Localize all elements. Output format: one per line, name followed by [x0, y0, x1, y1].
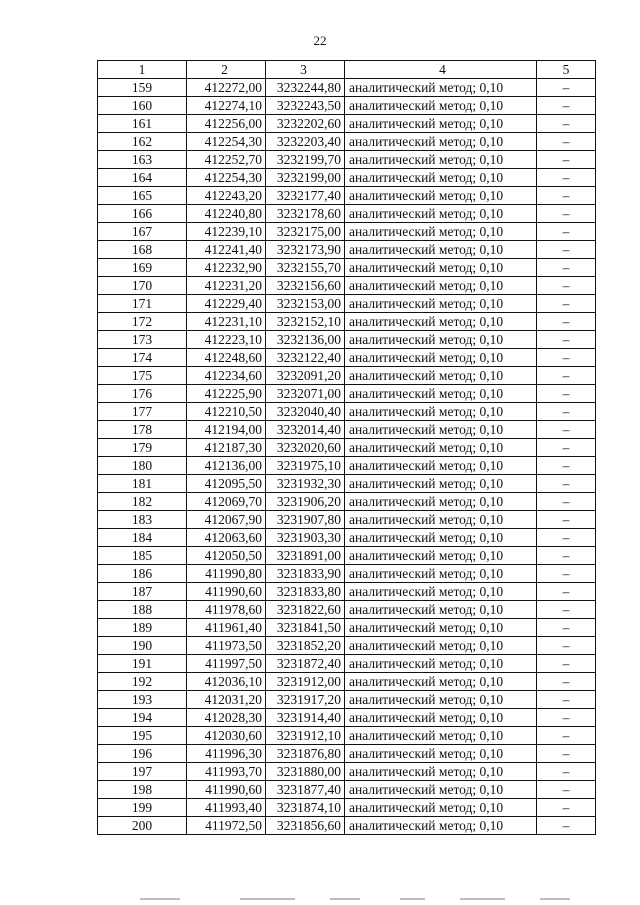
cell-y-coordinate: 3232156,60 [266, 277, 345, 295]
cell-note: – [537, 133, 596, 151]
table-row [98, 151, 596, 169]
cell-method-accuracy: аналитический метод; 0,10 [345, 691, 537, 709]
table-row [98, 691, 596, 709]
cell-point-number: 199 [98, 799, 187, 817]
cell-y-coordinate: 3232175,00 [266, 223, 345, 241]
cell-x-coordinate: 412231,20 [187, 277, 266, 295]
cell-y-coordinate: 3232173,90 [266, 241, 345, 259]
table-row [98, 565, 596, 583]
cell-x-coordinate: 412256,00 [187, 115, 266, 133]
cell-point-number: 180 [98, 457, 187, 475]
cell-x-coordinate: 412254,30 [187, 169, 266, 187]
table-row [98, 781, 596, 799]
cell-note: – [537, 511, 596, 529]
cell-point-number: 168 [98, 241, 187, 259]
table-row [98, 655, 596, 673]
cell-note: – [537, 223, 596, 241]
cell-x-coordinate: 411972,50 [187, 817, 266, 835]
cell-point-number: 192 [98, 673, 187, 691]
cell-note: – [537, 187, 596, 205]
cell-y-coordinate: 3231877,40 [266, 781, 345, 799]
cell-y-coordinate: 3232014,40 [266, 421, 345, 439]
cell-point-number: 160 [98, 97, 187, 115]
cell-note: – [537, 115, 596, 133]
table-row [98, 439, 596, 457]
cell-x-coordinate: 412028,30 [187, 709, 266, 727]
cell-note: – [537, 547, 596, 565]
cell-x-coordinate: 411996,30 [187, 745, 266, 763]
cell-method-accuracy: аналитический метод; 0,10 [345, 493, 537, 511]
cell-x-coordinate: 412231,10 [187, 313, 266, 331]
cell-y-coordinate: 3231932,30 [266, 475, 345, 493]
cell-x-coordinate: 412225,90 [187, 385, 266, 403]
table-row [98, 79, 596, 97]
cell-point-number: 162 [98, 133, 187, 151]
cell-y-coordinate: 3232071,00 [266, 385, 345, 403]
cell-note: – [537, 331, 596, 349]
cell-note: – [537, 79, 596, 97]
column-header-2: 2 [187, 61, 266, 79]
table-row [98, 205, 596, 223]
table-row [98, 457, 596, 475]
cell-y-coordinate: 3231880,00 [266, 763, 345, 781]
cell-method-accuracy: аналитический метод; 0,10 [345, 475, 537, 493]
table-row [98, 223, 596, 241]
cell-note: – [537, 277, 596, 295]
cell-note: – [537, 169, 596, 187]
cell-y-coordinate: 3232202,60 [266, 115, 345, 133]
cell-point-number: 195 [98, 727, 187, 745]
cell-y-coordinate: 3231903,30 [266, 529, 345, 547]
cell-method-accuracy: аналитический метод; 0,10 [345, 349, 537, 367]
table-row [98, 187, 596, 205]
cell-y-coordinate: 3232153,00 [266, 295, 345, 313]
cell-point-number: 175 [98, 367, 187, 385]
cell-note: – [537, 349, 596, 367]
table-row [98, 295, 596, 313]
cell-note: – [537, 385, 596, 403]
cell-y-coordinate: 3232199,00 [266, 169, 345, 187]
cell-x-coordinate: 411990,80 [187, 565, 266, 583]
cell-method-accuracy: аналитический метод; 0,10 [345, 133, 537, 151]
cell-x-coordinate: 412254,30 [187, 133, 266, 151]
cell-note: – [537, 781, 596, 799]
table-row [98, 511, 596, 529]
cell-method-accuracy: аналитический метод; 0,10 [345, 727, 537, 745]
table-row [98, 673, 596, 691]
cell-method-accuracy: аналитический метод; 0,10 [345, 529, 537, 547]
cell-point-number: 198 [98, 781, 187, 799]
cell-x-coordinate: 412248,60 [187, 349, 266, 367]
cell-point-number: 185 [98, 547, 187, 565]
cell-note: – [537, 295, 596, 313]
table-body [98, 79, 596, 835]
cell-method-accuracy: аналитический метод; 0,10 [345, 403, 537, 421]
cell-method-accuracy: аналитический метод; 0,10 [345, 673, 537, 691]
cell-x-coordinate: 412229,40 [187, 295, 266, 313]
column-header-3: 3 [266, 61, 345, 79]
table-row [98, 475, 596, 493]
cell-point-number: 187 [98, 583, 187, 601]
cell-x-coordinate: 412187,30 [187, 439, 266, 457]
table-row [98, 601, 596, 619]
cell-note: – [537, 457, 596, 475]
cell-y-coordinate: 3231912,00 [266, 673, 345, 691]
cell-y-coordinate: 3231833,90 [266, 565, 345, 583]
cell-y-coordinate: 3231876,80 [266, 745, 345, 763]
cell-method-accuracy: аналитический метод; 0,10 [345, 583, 537, 601]
cell-note: – [537, 727, 596, 745]
cell-point-number: 178 [98, 421, 187, 439]
cell-x-coordinate: 411978,60 [187, 601, 266, 619]
cell-method-accuracy: аналитический метод; 0,10 [345, 115, 537, 133]
cell-note: – [537, 763, 596, 781]
cell-method-accuracy: аналитический метод; 0,10 [345, 223, 537, 241]
cell-x-coordinate: 412194,00 [187, 421, 266, 439]
cell-x-coordinate: 412252,70 [187, 151, 266, 169]
cell-x-coordinate: 412095,50 [187, 475, 266, 493]
table-row [98, 115, 596, 133]
cell-method-accuracy: аналитический метод; 0,10 [345, 619, 537, 637]
cell-y-coordinate: 3232244,80 [266, 79, 345, 97]
table-row [98, 97, 596, 115]
cell-y-coordinate: 3231891,00 [266, 547, 345, 565]
table-row [98, 547, 596, 565]
cell-note: – [537, 691, 596, 709]
cell-note: – [537, 259, 596, 277]
table-header-row [98, 61, 596, 79]
cell-point-number: 176 [98, 385, 187, 403]
cell-note: – [537, 673, 596, 691]
cell-point-number: 163 [98, 151, 187, 169]
scan-artifacts [140, 896, 620, 902]
cell-point-number: 170 [98, 277, 187, 295]
cell-method-accuracy: аналитический метод; 0,10 [345, 547, 537, 565]
table-row [98, 367, 596, 385]
table-row [98, 403, 596, 421]
cell-note: – [537, 421, 596, 439]
cell-y-coordinate: 3232243,50 [266, 97, 345, 115]
cell-y-coordinate: 3231841,50 [266, 619, 345, 637]
table-row [98, 277, 596, 295]
cell-y-coordinate: 3232122,40 [266, 349, 345, 367]
cell-note: – [537, 403, 596, 421]
column-header-5: 5 [537, 61, 596, 79]
cell-point-number: 159 [98, 79, 187, 97]
table-row [98, 331, 596, 349]
cell-point-number: 184 [98, 529, 187, 547]
cell-method-accuracy: аналитический метод; 0,10 [345, 457, 537, 475]
cell-method-accuracy: аналитический метод; 0,10 [345, 313, 537, 331]
cell-x-coordinate: 412241,40 [187, 241, 266, 259]
cell-y-coordinate: 3232177,40 [266, 187, 345, 205]
cell-method-accuracy: аналитический метод; 0,10 [345, 97, 537, 115]
cell-x-coordinate: 412274,10 [187, 97, 266, 115]
cell-x-coordinate: 412272,00 [187, 79, 266, 97]
table-row [98, 133, 596, 151]
cell-method-accuracy: аналитический метод; 0,10 [345, 277, 537, 295]
coordinates-table [97, 60, 596, 835]
table-row [98, 169, 596, 187]
table-row [98, 817, 596, 835]
table-row [98, 799, 596, 817]
cell-x-coordinate: 411990,60 [187, 781, 266, 799]
cell-x-coordinate: 412243,20 [187, 187, 266, 205]
table-row [98, 259, 596, 277]
cell-y-coordinate: 3232203,40 [266, 133, 345, 151]
cell-method-accuracy: аналитический метод; 0,10 [345, 205, 537, 223]
cell-point-number: 183 [98, 511, 187, 529]
cell-x-coordinate: 411961,40 [187, 619, 266, 637]
cell-note: – [537, 97, 596, 115]
table-row [98, 385, 596, 403]
cell-method-accuracy: аналитический метод; 0,10 [345, 637, 537, 655]
table-row [98, 421, 596, 439]
cell-x-coordinate: 412063,60 [187, 529, 266, 547]
cell-method-accuracy: аналитический метод; 0,10 [345, 331, 537, 349]
cell-point-number: 177 [98, 403, 187, 421]
cell-y-coordinate: 3232020,60 [266, 439, 345, 457]
cell-method-accuracy: аналитический метод; 0,10 [345, 781, 537, 799]
cell-method-accuracy: аналитический метод; 0,10 [345, 169, 537, 187]
cell-point-number: 169 [98, 259, 187, 277]
cell-method-accuracy: аналитический метод; 0,10 [345, 421, 537, 439]
cell-method-accuracy: аналитический метод; 0,10 [345, 385, 537, 403]
cell-point-number: 200 [98, 817, 187, 835]
cell-note: – [537, 583, 596, 601]
table-row [98, 727, 596, 745]
cell-method-accuracy: аналитический метод; 0,10 [345, 367, 537, 385]
cell-method-accuracy: аналитический метод; 0,10 [345, 817, 537, 835]
cell-x-coordinate: 411993,70 [187, 763, 266, 781]
cell-y-coordinate: 3231907,80 [266, 511, 345, 529]
table-row [98, 637, 596, 655]
table-row [98, 493, 596, 511]
cell-note: – [537, 367, 596, 385]
cell-y-coordinate: 3231822,60 [266, 601, 345, 619]
column-header-4: 4 [345, 61, 537, 79]
cell-x-coordinate: 412036,10 [187, 673, 266, 691]
cell-method-accuracy: аналитический метод; 0,10 [345, 799, 537, 817]
cell-point-number: 165 [98, 187, 187, 205]
cell-note: – [537, 709, 596, 727]
table-row [98, 313, 596, 331]
cell-point-number: 179 [98, 439, 187, 457]
cell-method-accuracy: аналитический метод; 0,10 [345, 439, 537, 457]
cell-note: – [537, 745, 596, 763]
cell-point-number: 164 [98, 169, 187, 187]
cell-x-coordinate: 412210,50 [187, 403, 266, 421]
cell-point-number: 194 [98, 709, 187, 727]
cell-y-coordinate: 3232199,70 [266, 151, 345, 169]
cell-note: – [537, 817, 596, 835]
cell-point-number: 182 [98, 493, 187, 511]
cell-x-coordinate: 411993,40 [187, 799, 266, 817]
cell-point-number: 188 [98, 601, 187, 619]
cell-x-coordinate: 412030,60 [187, 727, 266, 745]
cell-method-accuracy: аналитический метод; 0,10 [345, 151, 537, 169]
cell-x-coordinate: 412240,80 [187, 205, 266, 223]
cell-point-number: 191 [98, 655, 187, 673]
cell-note: – [537, 601, 596, 619]
cell-note: – [537, 205, 596, 223]
cell-y-coordinate: 3232155,70 [266, 259, 345, 277]
cell-method-accuracy: аналитический метод; 0,10 [345, 241, 537, 259]
cell-note: – [537, 241, 596, 259]
table-row [98, 529, 596, 547]
cell-y-coordinate: 3231856,60 [266, 817, 345, 835]
cell-method-accuracy: аналитический метод; 0,10 [345, 655, 537, 673]
cell-method-accuracy: аналитический метод; 0,10 [345, 763, 537, 781]
cell-point-number: 167 [98, 223, 187, 241]
cell-y-coordinate: 3232178,60 [266, 205, 345, 223]
cell-x-coordinate: 412136,00 [187, 457, 266, 475]
cell-method-accuracy: аналитический метод; 0,10 [345, 709, 537, 727]
cell-note: – [537, 565, 596, 583]
cell-y-coordinate: 3231874,10 [266, 799, 345, 817]
table-row [98, 619, 596, 637]
cell-method-accuracy: аналитический метод; 0,10 [345, 745, 537, 763]
table-row [98, 241, 596, 259]
cell-x-coordinate: 412223,10 [187, 331, 266, 349]
cell-x-coordinate: 412239,10 [187, 223, 266, 241]
cell-y-coordinate: 3232040,40 [266, 403, 345, 421]
cell-y-coordinate: 3231914,40 [266, 709, 345, 727]
cell-point-number: 197 [98, 763, 187, 781]
cell-note: – [537, 493, 596, 511]
cell-point-number: 173 [98, 331, 187, 349]
cell-y-coordinate: 3232091,20 [266, 367, 345, 385]
cell-x-coordinate: 411997,50 [187, 655, 266, 673]
cell-x-coordinate: 412067,90 [187, 511, 266, 529]
cell-point-number: 172 [98, 313, 187, 331]
cell-x-coordinate: 412050,50 [187, 547, 266, 565]
cell-x-coordinate: 411990,60 [187, 583, 266, 601]
cell-method-accuracy: аналитический метод; 0,10 [345, 259, 537, 277]
cell-method-accuracy: аналитический метод; 0,10 [345, 79, 537, 97]
table-row [98, 745, 596, 763]
cell-note: – [537, 313, 596, 331]
cell-method-accuracy: аналитический метод; 0,10 [345, 565, 537, 583]
cell-note: – [537, 637, 596, 655]
table-row [98, 709, 596, 727]
cell-point-number: 193 [98, 691, 187, 709]
cell-method-accuracy: аналитический метод; 0,10 [345, 601, 537, 619]
cell-method-accuracy: аналитический метод; 0,10 [345, 187, 537, 205]
cell-point-number: 181 [98, 475, 187, 493]
cell-note: – [537, 475, 596, 493]
cell-method-accuracy: аналитический метод; 0,10 [345, 295, 537, 313]
cell-y-coordinate: 3231852,20 [266, 637, 345, 655]
cell-x-coordinate: 412069,70 [187, 493, 266, 511]
cell-y-coordinate: 3231912,10 [266, 727, 345, 745]
cell-point-number: 161 [98, 115, 187, 133]
cell-note: – [537, 799, 596, 817]
cell-y-coordinate: 3231833,80 [266, 583, 345, 601]
cell-y-coordinate: 3231975,10 [266, 457, 345, 475]
column-header-1: 1 [98, 61, 187, 79]
table-row [98, 349, 596, 367]
cell-y-coordinate: 3231906,20 [266, 493, 345, 511]
cell-y-coordinate: 3231872,40 [266, 655, 345, 673]
page-number: 22 [313, 33, 327, 48]
cell-x-coordinate: 412031,20 [187, 691, 266, 709]
cell-note: – [537, 619, 596, 637]
cell-point-number: 196 [98, 745, 187, 763]
cell-method-accuracy: аналитический метод; 0,10 [345, 511, 537, 529]
cell-point-number: 190 [98, 637, 187, 655]
cell-y-coordinate: 3232136,00 [266, 331, 345, 349]
cell-point-number: 166 [98, 205, 187, 223]
cell-note: – [537, 151, 596, 169]
cell-x-coordinate: 412234,60 [187, 367, 266, 385]
cell-note: – [537, 655, 596, 673]
cell-point-number: 171 [98, 295, 187, 313]
cell-note: – [537, 529, 596, 547]
cell-x-coordinate: 412232,90 [187, 259, 266, 277]
cell-y-coordinate: 3231917,20 [266, 691, 345, 709]
cell-point-number: 186 [98, 565, 187, 583]
cell-point-number: 174 [98, 349, 187, 367]
cell-note: – [537, 439, 596, 457]
table-row [98, 583, 596, 601]
cell-y-coordinate: 3232152,10 [266, 313, 345, 331]
cell-point-number: 189 [98, 619, 187, 637]
table-row [98, 763, 596, 781]
cell-x-coordinate: 411973,50 [187, 637, 266, 655]
